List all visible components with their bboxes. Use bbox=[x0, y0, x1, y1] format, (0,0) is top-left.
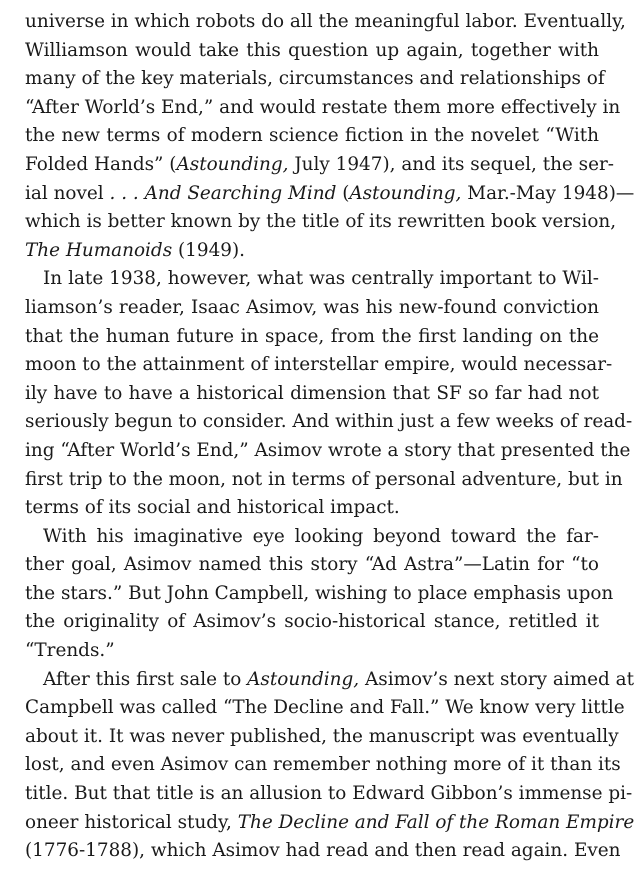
text-line bbox=[25, 351, 613, 380]
text-segment: title. But that title is an allusion to Edward Gibbon’s immense pi- bbox=[25, 783, 633, 805]
text-line bbox=[25, 837, 621, 866]
text-segment: In late 1938, however, what was centrally important to Wil- bbox=[43, 268, 599, 290]
text-segment: ther goal, Asimov named this story “Ad Astra”—Latin for “to bbox=[25, 554, 599, 576]
text-segment: ing “After World’s End,” Asimov wrote a story that presented the bbox=[25, 439, 631, 461]
text-line bbox=[25, 437, 631, 466]
text-segment: many of the key materials, circumstances and relationships of bbox=[25, 68, 605, 90]
text-segment: Asimov’s next story aimed at bbox=[359, 668, 634, 690]
text-segment: oneer historical study, bbox=[25, 811, 238, 833]
text-line bbox=[25, 694, 625, 723]
text-line bbox=[25, 294, 599, 323]
text-segment: the new terms of modern science fiction in the novelet “With bbox=[25, 125, 599, 147]
text-segment: universe in which robots do all the meaningful labor. Eventually, bbox=[25, 11, 626, 32]
text-segment: With his imaginative eye looking beyond toward the far- bbox=[43, 525, 599, 547]
text-line bbox=[25, 8, 626, 37]
text-line bbox=[25, 466, 623, 495]
text-segment: first trip to the moon, not in terms of personal adventure, but in bbox=[25, 468, 623, 490]
text-segment: “After World’s End,” and would restate them more effectively in bbox=[25, 96, 621, 118]
text-segment: lost, and even Asimov can remember nothing more of it than its bbox=[25, 754, 621, 776]
italic-text: . . . And Searching Mind bbox=[109, 182, 337, 204]
text-segment: seriously begun to consider. And within just a few weeks of read- bbox=[25, 411, 633, 433]
italic-text: The Decline and Fall of the Roman Empire bbox=[237, 811, 634, 833]
text-segment: July 1947), and its sequel, the ser- bbox=[288, 153, 614, 175]
italic-text: Astounding, bbox=[349, 182, 462, 204]
italic-text: Astounding, bbox=[247, 668, 360, 690]
text-line bbox=[25, 723, 619, 752]
text-line bbox=[25, 180, 634, 209]
text-segment: Williamson would take this question up again, together with bbox=[25, 39, 599, 61]
text-segment: about it. It was never published, the manuscript was eventually bbox=[25, 725, 619, 747]
paragraph bbox=[25, 265, 633, 522]
text-line bbox=[25, 265, 599, 294]
text-line bbox=[25, 608, 599, 637]
paragraph bbox=[25, 8, 634, 265]
text-line bbox=[25, 580, 614, 609]
text-line bbox=[25, 65, 605, 94]
text-line bbox=[25, 151, 614, 180]
text-line bbox=[25, 666, 634, 695]
text-segment: ( bbox=[336, 182, 350, 204]
italic-text: Astounding, bbox=[176, 153, 289, 175]
text-line bbox=[25, 494, 599, 523]
text-segment: liamson’s reader, Isaac Asimov, was his new-found conviction bbox=[25, 296, 599, 318]
text-line bbox=[25, 551, 599, 580]
text-segment: terms of its social and historical impact. bbox=[25, 497, 400, 519]
text-segment: Mar.-May 1948)— bbox=[461, 182, 634, 204]
text-line bbox=[25, 408, 633, 437]
text-line bbox=[25, 637, 599, 666]
text-line bbox=[25, 208, 617, 237]
text-segment: ily have to have a historical dimension that SF so far had not bbox=[25, 382, 599, 404]
text-line bbox=[25, 94, 621, 123]
text-segment: Campbell was called “The Decline and Fall.” We know very little bbox=[25, 697, 625, 719]
text-line bbox=[25, 380, 599, 409]
italic-text: The Humanoids bbox=[25, 239, 173, 261]
text-segment: After this first sale to bbox=[43, 668, 248, 690]
text-line bbox=[25, 122, 599, 151]
text-segment: which is better known by the title of its rewritten book version, bbox=[25, 211, 617, 233]
text-segment: (1776-1788), which Asimov had read and then read again. Even bbox=[25, 840, 621, 862]
text-line bbox=[25, 237, 599, 266]
text-line bbox=[25, 780, 633, 809]
text-line bbox=[25, 323, 599, 352]
text-segment: that the human future in space, from the first landing on the bbox=[25, 325, 599, 347]
text-segment: Folded Hands” ( bbox=[25, 153, 177, 175]
text-line bbox=[25, 809, 634, 838]
text-line bbox=[25, 523, 599, 552]
text-segment: moon to the attainment of interstellar empire, would necessar- bbox=[25, 354, 613, 376]
paragraph bbox=[25, 666, 634, 866]
text-segment: “Trends.” bbox=[25, 640, 115, 662]
text-line bbox=[25, 37, 599, 66]
text-segment: the stars.” But John Campbell, wishing to place emphasis upon bbox=[25, 582, 614, 604]
paragraph bbox=[25, 523, 614, 666]
text-line bbox=[25, 751, 621, 780]
text-segment: ial novel bbox=[25, 182, 110, 204]
text-segment: the originality of Asimov’s socio-historical stance, retitled it bbox=[25, 611, 599, 633]
text-segment: (1949). bbox=[172, 239, 245, 261]
